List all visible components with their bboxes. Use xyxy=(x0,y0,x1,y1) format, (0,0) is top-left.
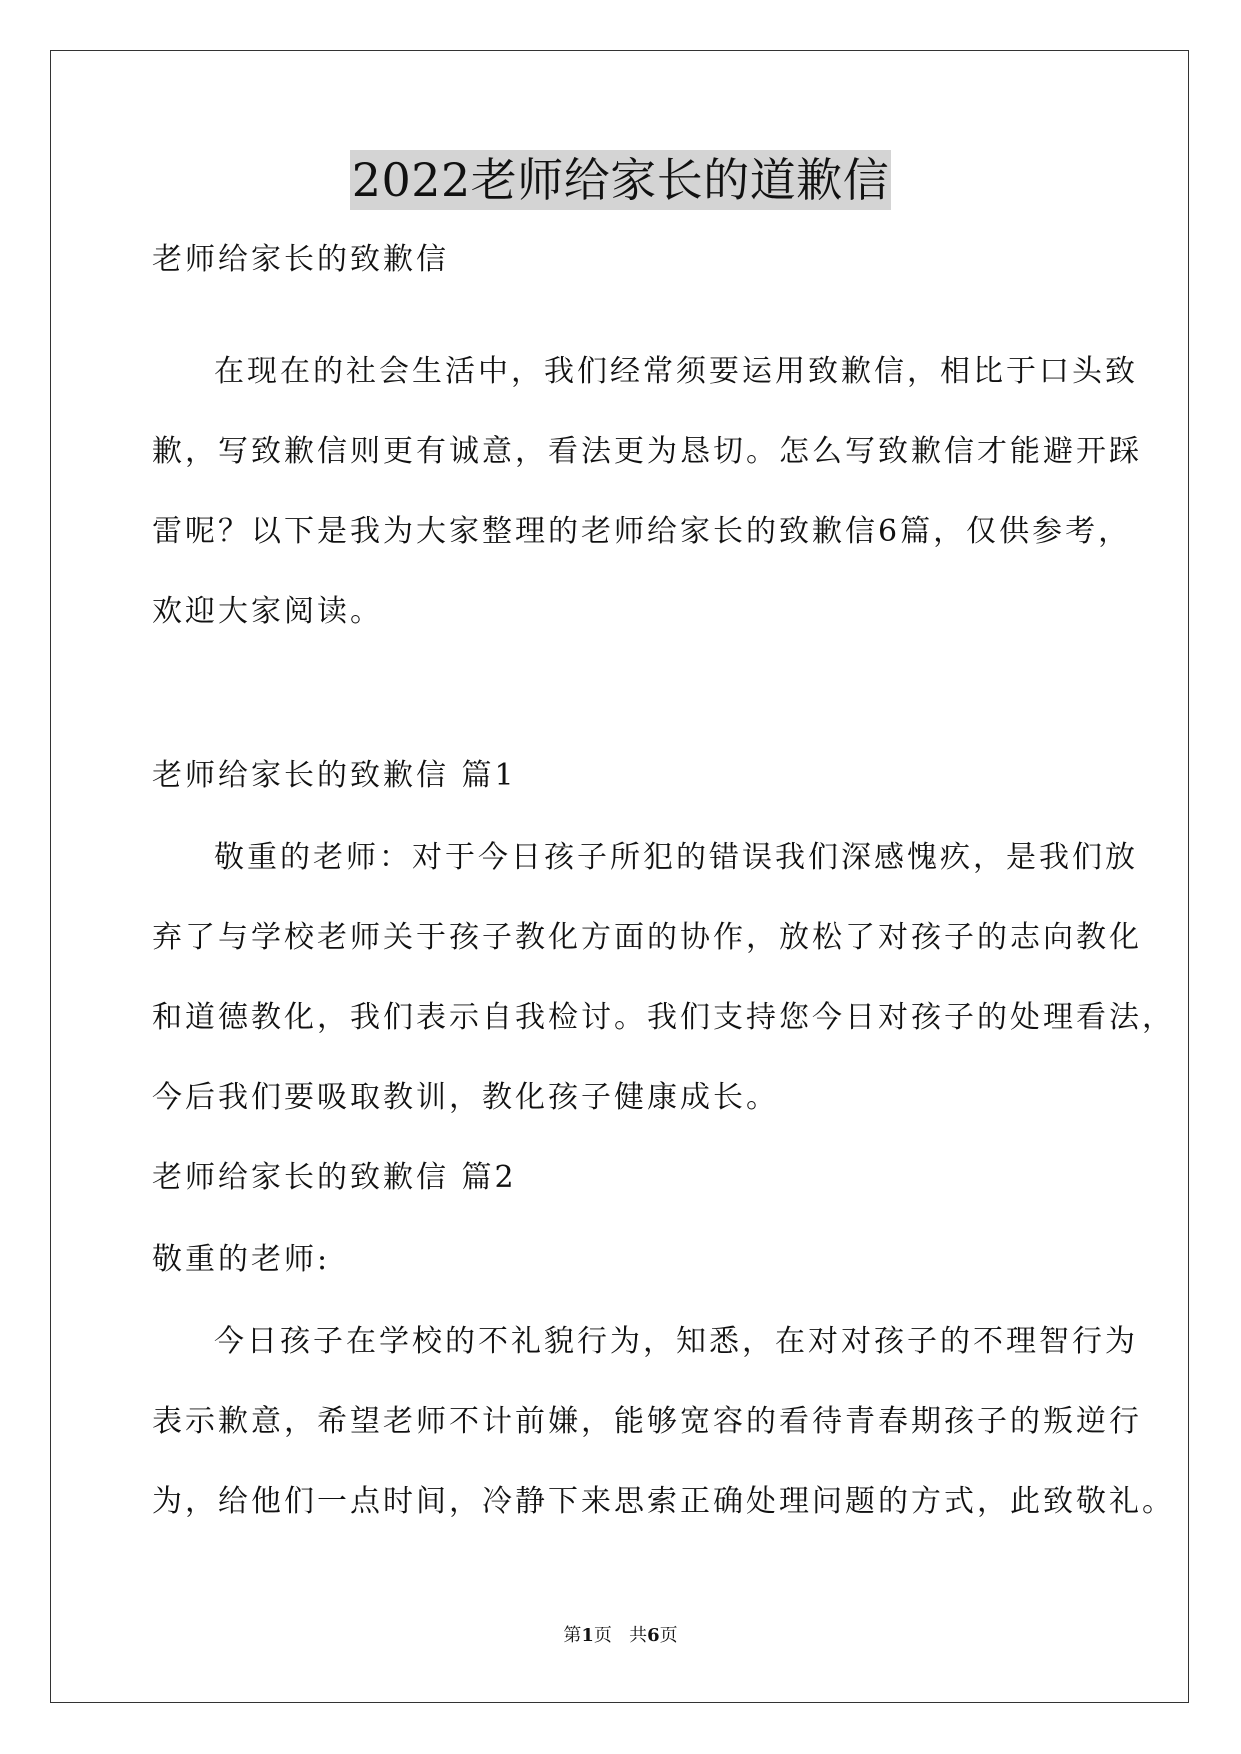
page-footer xyxy=(0,1624,1241,1648)
paragraph-line: 弃了与学校老师关于孩子教化方面的协作，放松了对孩子的志向教化 xyxy=(152,920,1142,955)
salutation: 敬重的老师: xyxy=(152,1242,331,1277)
footer-total-pages: 6 xyxy=(647,1625,660,1646)
footer-total-suffix: 页 xyxy=(659,1625,678,1646)
footer-page-suffix: 页 xyxy=(593,1625,612,1646)
section-heading: 老师给家长的致歉信 xyxy=(152,242,449,277)
paragraph-line: 歉，写致歉信则更有诚意，看法更为恳切。怎么写致歉信才能避开踩 xyxy=(152,434,1142,469)
paragraph-line: 和道德教化，我们表示自我检讨。我们支持您今日对孩子的处理看法， xyxy=(152,1000,1175,1035)
paragraph-line: 敬重的老师：对于今日孩子所犯的错误我们深感愧疚，是我们放 xyxy=(214,840,1138,875)
paragraph-line: 为，给他们一点时间，冷静下来思索正确处理问题的方式，此致敬礼。 xyxy=(152,1484,1175,1519)
paragraph-line: 表示歉意，希望老师不计前嫌，能够宽容的看待青春期孩子的叛逆行 xyxy=(152,1404,1142,1439)
paragraph-line: 今后我们要吸取教训，教化孩子健康成长。 xyxy=(152,1080,779,1115)
paragraph-line: 今日孩子在学校的不礼貌行为，知悉，在对对孩子的不理智行为 xyxy=(214,1324,1138,1359)
footer-total-prefix: 共 xyxy=(629,1625,648,1646)
title-container xyxy=(0,150,1241,210)
footer-page-number: 1 xyxy=(581,1625,594,1646)
paragraph-line: 在现在的社会生活中，我们经常须要运用致歉信，相比于口头致 xyxy=(214,354,1138,389)
section-heading: 老师给家长的致歉信 篇1 xyxy=(152,758,517,793)
paragraph-line: 欢迎大家阅读。 xyxy=(152,594,383,629)
footer-prefix: 第 xyxy=(563,1625,582,1646)
paragraph-line: 雷呢？以下是我为大家整理的老师给家长的致歉信6篇，仅供参考， xyxy=(152,514,1132,549)
document-title: 2022老师给家长的道歉信 xyxy=(350,150,892,210)
section-heading: 老师给家长的致歉信 篇2 xyxy=(152,1160,517,1195)
